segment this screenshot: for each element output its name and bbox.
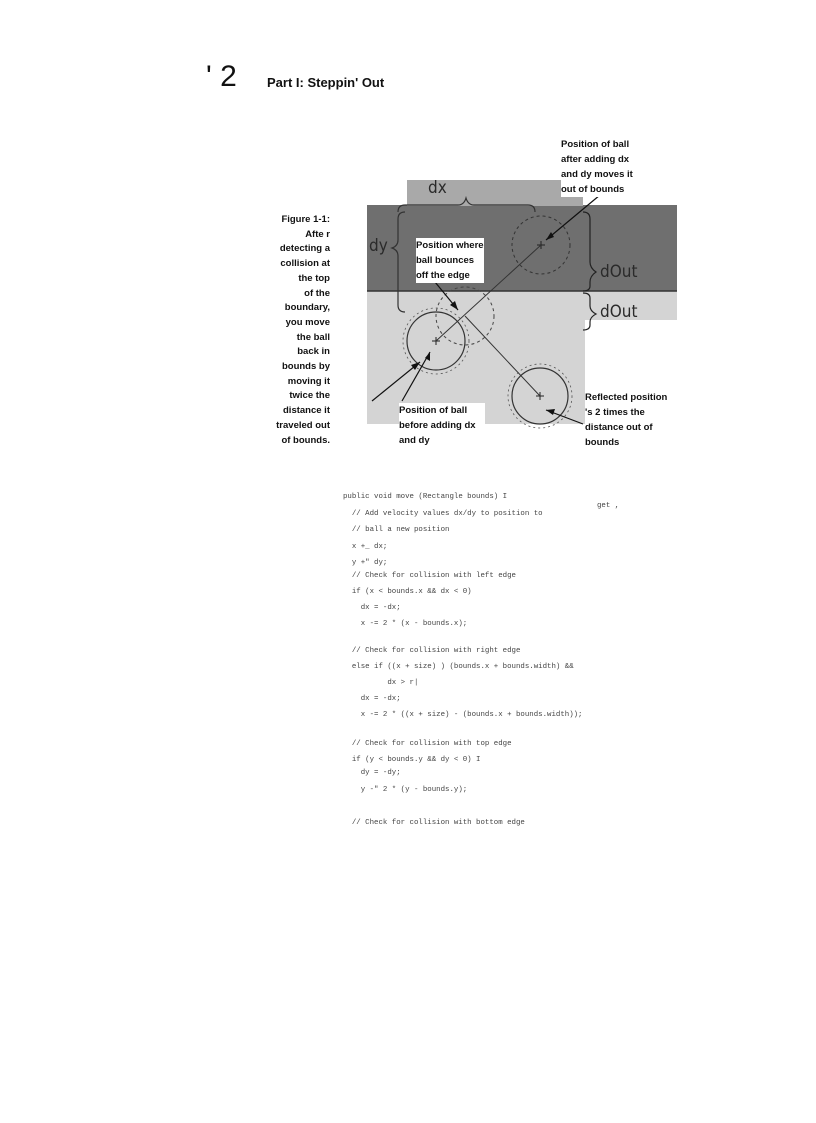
caption-line: of the <box>304 287 330 299</box>
callout-line: Position where <box>416 240 484 251</box>
code-line: y +" dy; <box>343 559 388 567</box>
caption-line: detecting a <box>279 243 330 255</box>
part-title: Part I: Steppin' Out <box>267 75 385 90</box>
callout-line: bounds <box>585 437 620 448</box>
caption-line: back in <box>297 346 330 358</box>
caption-line: Afte r <box>305 228 330 240</box>
callout-line: before adding dx <box>399 420 476 431</box>
code-line: // Check for collision with bottom edge <box>343 819 525 827</box>
code-line: dy = -dy; <box>343 769 401 777</box>
code-line: else if ((x + size) ) (bounds.x + bounds.width) && <box>343 663 574 671</box>
caption-line: bounds by <box>281 361 330 373</box>
dout-upper-label: dOut <box>600 262 638 282</box>
code-line: y -" 2 * (y - bounds.y); <box>343 786 468 794</box>
code-line: // Check for collision with right edge <box>343 647 521 655</box>
code-line: // Add velocity values dx/dy to position to <box>343 509 543 518</box>
callout-line: after adding dx <box>561 154 630 165</box>
dy-label: dy <box>369 236 388 256</box>
dout-lower-label: dOut <box>600 302 638 322</box>
dx-label: dx <box>428 178 447 198</box>
caption-line: the ball <box>296 331 330 343</box>
callout-line: 's 2 times the <box>585 407 645 418</box>
code-line: // ball a new position <box>343 526 450 534</box>
code-line: // Check for collision with top edge <box>343 740 512 748</box>
code-line: dx = -dx; <box>343 604 401 612</box>
caption-line: the top <box>298 272 330 284</box>
caption-line: you move <box>285 316 330 328</box>
caption-line: twice the <box>289 390 330 402</box>
code-line: x +_ dx; <box>343 542 388 551</box>
caption-line: Figure 1-1: <box>281 214 330 225</box>
callout-line: Reflected position <box>585 392 668 403</box>
code-line: if (y < bounds.y && dy < 0) I <box>343 756 481 764</box>
code-line: x -= 2 * (x - bounds.x); <box>343 620 468 628</box>
caption-line: distance it <box>283 405 330 417</box>
callout-line: and dy moves it <box>561 169 633 180</box>
callout-line: off the edge <box>416 270 470 281</box>
caption-line: moving it <box>287 375 330 387</box>
caption-line: of bounds. <box>281 434 330 446</box>
margin-note: get , <box>597 502 620 510</box>
callout-line: and dy <box>399 435 430 446</box>
code-line: x -= 2 * ((x + size) - (bounds.x + bounds.width)); <box>343 711 583 719</box>
code-line: // Check for collision with left edge <box>343 572 516 580</box>
callout-line: Position of ball <box>399 405 468 416</box>
callout-line: Position of ball <box>561 139 630 150</box>
code-line: dx > r| <box>343 679 419 687</box>
page-number: ' 2 <box>206 60 237 93</box>
caption-line: boundary, <box>284 302 330 314</box>
callout-reflected-position <box>585 390 677 450</box>
caption-line: collision at <box>280 258 330 270</box>
callout-bounce-point <box>416 238 484 283</box>
code-line: dx = -dx; <box>343 695 401 703</box>
code-line: if (x < bounds.x && dx < 0) <box>343 588 472 596</box>
callout-line: distance out of <box>585 422 653 433</box>
callout-line: out of bounds <box>561 184 625 195</box>
callout-line: ball bounces <box>416 255 475 266</box>
callout-before-move <box>399 403 485 448</box>
code-line: public void move (Rectangle bounds) I <box>343 493 508 501</box>
callout-out-of-bounds <box>561 137 673 197</box>
caption-line: traveled out <box>276 419 330 431</box>
